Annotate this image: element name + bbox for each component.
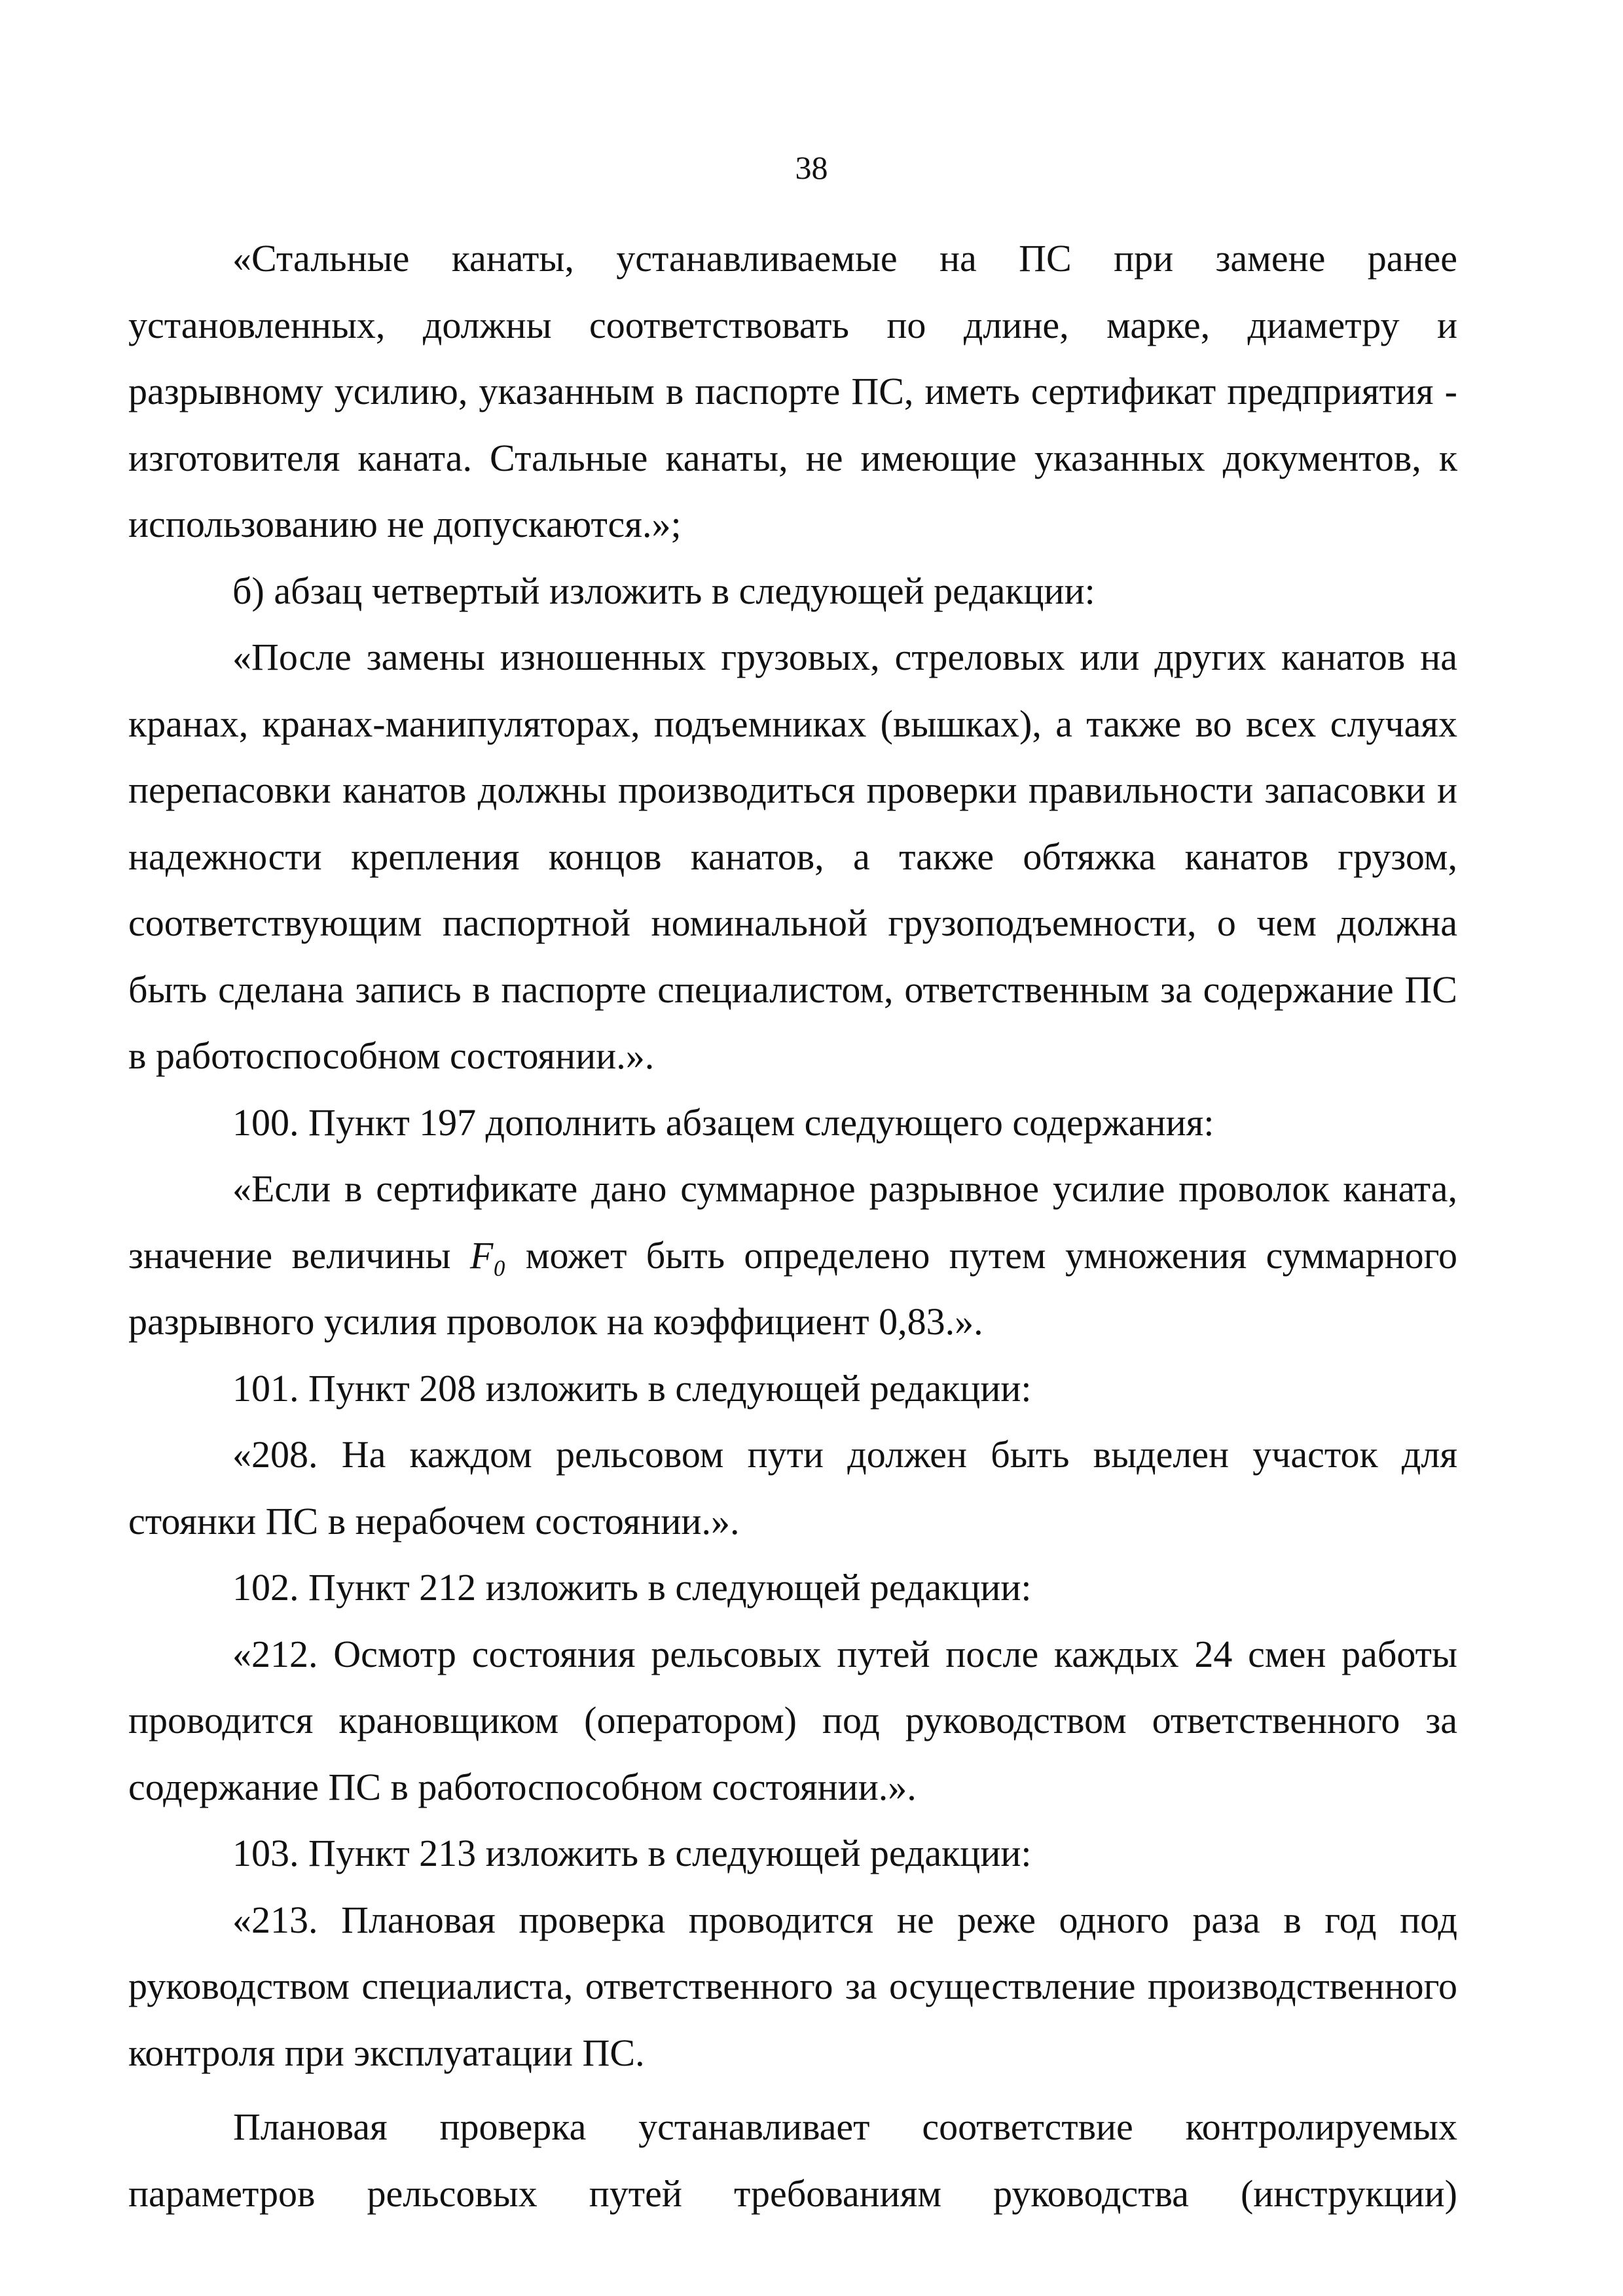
paragraph-item-100: 100. Пункт 197 дополнить абзацем следующего содержания: xyxy=(232,1101,1214,1144)
paragraph-certificate-force xyxy=(128,1156,1457,1355)
document-body xyxy=(128,225,1457,2227)
paragraph-rail-section: «208. На каждом рельсовом пути должен быть выделен участок для стоянки ПС в нерабочем состоянии.». xyxy=(128,1433,1457,1542)
paragraph-planned-check: «213. Плановая проверка проводится не реже одного раза в год под руководством специалиста, ответственного за осуществление производственного контроля при эксплуатации ПС. xyxy=(128,1898,1457,2074)
paragraph-item-101: 101. Пункт 208 изложить в следующей редакции: xyxy=(232,1366,1032,1410)
paragraph-rail-inspection: «212. Осмотр состояния рельсовых путей после каждых 24 смен работы проводится крановщиком (оператором) под руководством ответственного за содержание ПС в работоспособном состоянии.». xyxy=(128,1632,1457,1808)
paragraph-rope-replacement: «После замены изношенных грузовых, стреловых или других канатов на кранах, кранах-манипуляторах, подъемниках (вышках), а также во всех случаях перепасовки канатов должны производиться проверки правильности запасовки и надежности крепления концов канатов, а также обтяжка канатов грузом, соответствующим паспортной номинальной грузоподъемности, о чем должна быть сделана запись в паспорте специалистом, ответственным за содержание ПС в работоспособном состоянии.». xyxy=(128,636,1457,1077)
paragraph-item-103: 103. Пункт 213 изложить в следующей редакции: xyxy=(232,1832,1032,1874)
page-number: 38 xyxy=(795,149,828,186)
paragraph-steel-ropes: «Стальные канаты, устанавливаемые на ПС при замене ранее установленных, должны соответствовать по длине, марке, диаметру и разрывному усилию, указанным в паспорте ПС, иметь сертификат предприятия - изготовителя каната. Стальные канаты, не имеющие указанных документов, к использованию не допускаются.»; xyxy=(128,237,1457,545)
paragraph-item-102: 102. Пункт 212 изложить в следующей редакции: xyxy=(232,1566,1032,1609)
certificate-text-before: «Если в сертификате дано суммарное разрывное усилие проволок каната, значение величины xyxy=(128,1167,1457,1277)
paragraph-subitem-b: б) абзац четвертый изложить в следующей редакции: xyxy=(232,569,1095,612)
force-symbol: F₀ xyxy=(469,1233,507,1277)
certificate-text-after: может быть определено путем умножения суммарного разрывного усилия проволок на коэффициент 0,83.». xyxy=(128,1233,1458,1343)
paragraph-planned-check-parameters: Плановая проверка устанавливает соответствие контролируемых параметров рельсовых путей требованиям руководства (инструкции) xyxy=(128,2105,1457,2215)
